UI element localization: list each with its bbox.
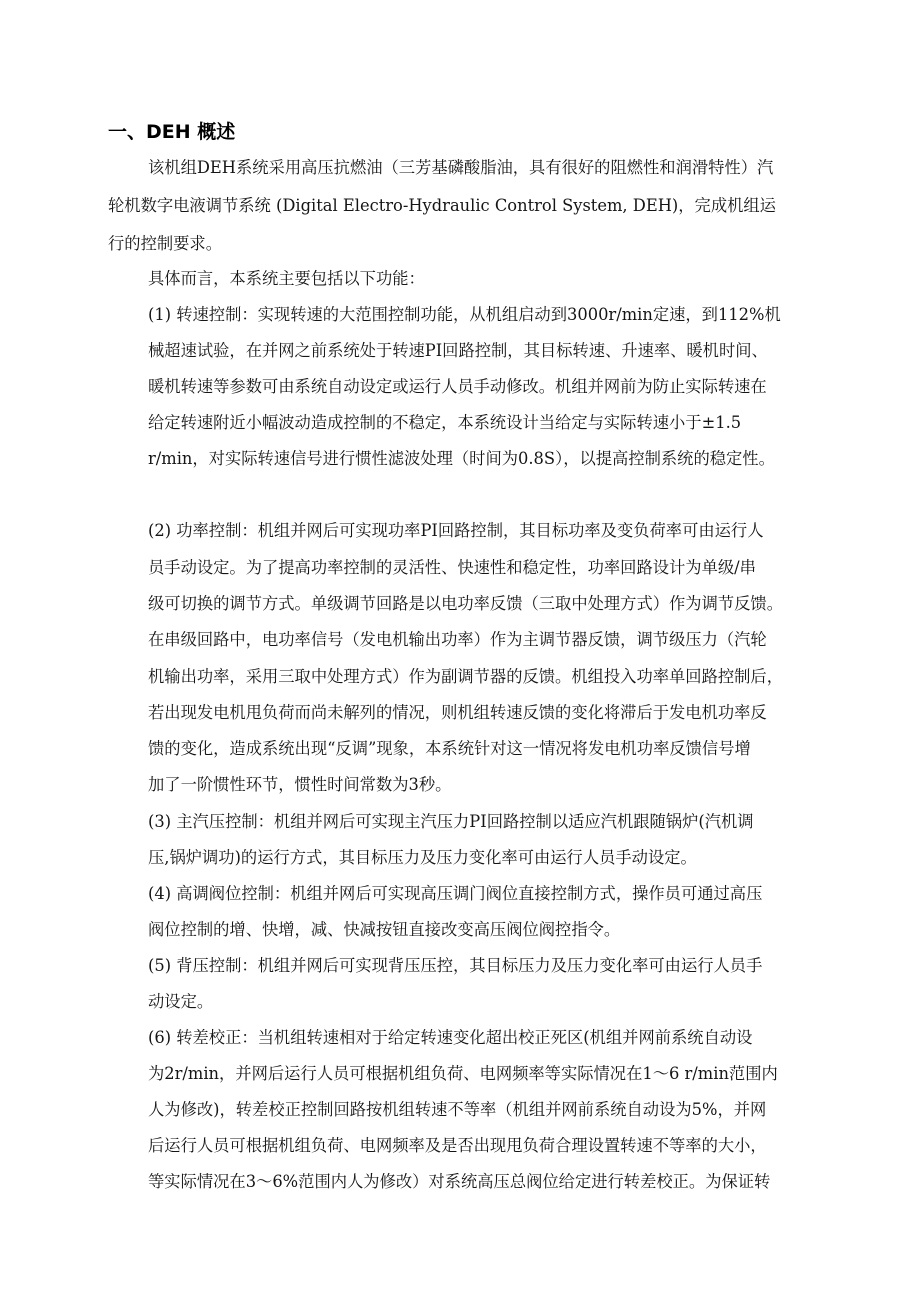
- body-text-line: 阀位控制的增、快增，减、快减按钮直接改变高压阀位阀控指令。: [148, 920, 621, 939]
- body-text-line: 具体而言，本系统主要包括以下功能：: [148, 269, 425, 288]
- body-text-line: 行的控制要求。: [108, 234, 222, 253]
- section-heading: 一、DEH 概述: [108, 121, 236, 143]
- body-text-line: (1) 转速控制：实现转速的大范围控制功能，从机组启动到3000r/min定速，到112%机: [148, 305, 781, 324]
- body-text-line: 若出现发电机甩负荷而尚未解列的情况，则机组转速反馈的变化将滞后于发电机功率反: [148, 703, 767, 722]
- body-text-line: 馈的变化，造成系统出现“反调”现象，本系统针对这一情况将发电机功率反馈信号增: [148, 739, 751, 758]
- body-text-line: 该机组DEH系统采用高压抗燃油（三芳基磷酸脂油，具有很好的阻燃性和润滑特性）汽: [148, 158, 774, 177]
- body-text-line: 加了一阶惯性环节，惯性时间常数为3秒。: [148, 775, 452, 794]
- body-text-line: r/min，对实际转速信号进行惯性滤波处理（时间为0.8S），以提高控制系统的稳定性。: [148, 449, 775, 468]
- body-text-line: 压,锅炉调功)的运行方式，其目标压力及压力变化率可由运行人员手动设定。: [148, 848, 697, 867]
- body-text-line: 后运行人员可根据机组负荷、电网频率及是否出现甩负荷合理设置转速不等率的大小，: [148, 1136, 767, 1155]
- body-text-line: 机输出功率，采用三取中处理方式）作为副调节器的反馈。机组投入功率单回路控制后，: [148, 667, 783, 686]
- body-text-line: 为2r/min，并网后运行人员可根据机组负荷、电网频率等实际情况在1～6 r/min范围内: [148, 1064, 778, 1083]
- body-text-line: 械超速试验，在并网之前系统处于转速PI回路控制，其目标转速、升速率、暖机时间、: [148, 341, 768, 360]
- body-text-line: (2) 功率控制：机组并网后可实现功率PI回路控制，其目标功率及变负荷率可由运行人: [148, 521, 764, 540]
- body-text-line: 给定转速附近小幅波动造成控制的不稳定，本系统设计当给定与实际转速小于±1.5: [148, 413, 742, 432]
- body-text-line: 人为修改)，转差校正控制回路按机组转速不等率（机组并网前系统自动设为5%，并网: [148, 1100, 767, 1119]
- body-text-line: (4) 高调阀位控制：机组并网后可实现高压调门阀位直接控制方式，操作员可通过高压: [148, 884, 763, 903]
- body-text-line: 级可切换的调节方式。单级调节回路是以电功率反馈（三取中处理方式）作为调节反馈。: [148, 594, 783, 613]
- body-text-line: 等实际情况在3～6%范围内人为修改）对系统高压总阀位给定进行转差校正。为保证转: [148, 1172, 771, 1191]
- body-text-line: 在串级回路中，电功率信号（发电机输出功率）作为主调节器反馈，调节级压力（汽轮: [148, 630, 767, 649]
- body-text-line: 员手动设定。为了提高功率控制的灵活性、快速性和稳定性，功率回路设计为单级/串: [148, 558, 756, 577]
- body-text-line: 轮机数字电液调节系统 (Digital Electro-Hydraulic Control System, DEH)，完成机组运: [108, 196, 776, 215]
- body-text-line: (6) 转差校正：当机组转速相对于给定转速变化超出校正死区(机组并网前系统自动设: [148, 1028, 753, 1047]
- body-text-line: 动设定。: [148, 992, 214, 1011]
- body-text-line: 暖机转速等参数可由系统自动设定或运行人员手动修改。机组并网前为防止实际转速在: [148, 377, 767, 396]
- body-text-line: (3) 主汽压控制：机组并网后可实现主汽压力PI回路控制以适应汽机跟随锅炉(汽机调: [148, 812, 754, 831]
- body-text-line: (5) 背压控制：机组并网后可实现背压压控，其目标压力及压力变化率可由运行人员手: [148, 956, 763, 975]
